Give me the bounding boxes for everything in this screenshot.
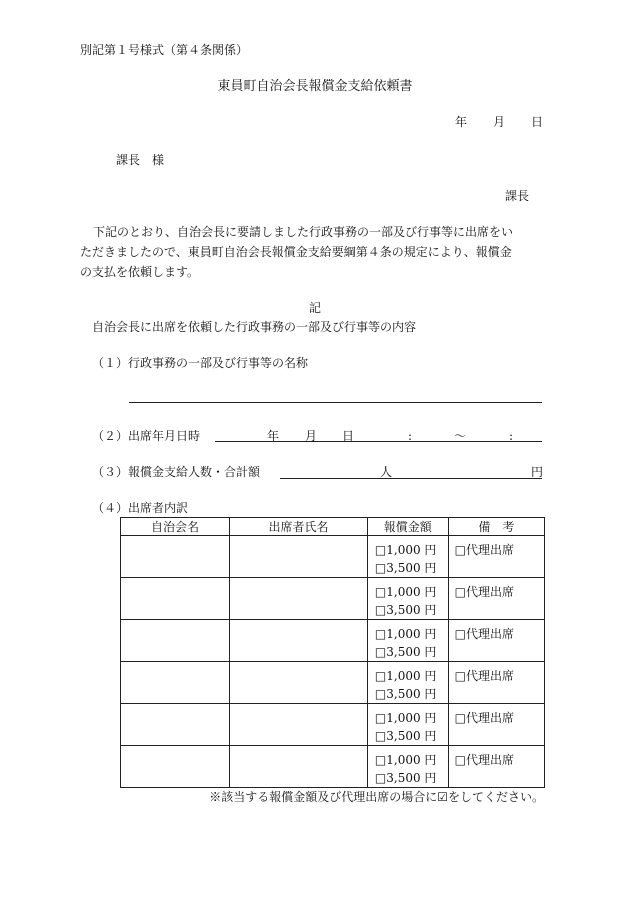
amount-option-1000[interactable]: □1,000 円 — [374, 753, 437, 767]
amount-option-3500[interactable]: □3,500 円 — [374, 729, 437, 743]
header-association: 自治会名 — [121, 518, 230, 536]
date-day-label: 日 — [531, 115, 544, 129]
checkbox-icon[interactable]: □ — [374, 627, 387, 641]
attendee-table — [120, 517, 545, 788]
attendee-name-cell[interactable] — [230, 620, 368, 662]
checkbox-icon[interactable]: □ — [374, 669, 387, 683]
attendee-name-cell[interactable] — [230, 578, 368, 620]
remarks-cell — [448, 578, 544, 620]
date-year-label: 年 — [455, 115, 468, 129]
item2-day: 日 — [342, 429, 355, 443]
checkbox-icon[interactable]: □ — [374, 543, 387, 557]
association-cell[interactable] — [121, 620, 230, 662]
proxy-option[interactable]: □代理出席 — [454, 585, 514, 599]
association-cell[interactable] — [121, 746, 230, 788]
header-attendee-name: 出席者氏名 — [230, 518, 368, 536]
amount-cell — [367, 536, 448, 578]
proxy-option[interactable]: □代理出席 — [454, 753, 514, 767]
amount-option-3500[interactable]: □3,500 円 — [374, 771, 437, 785]
amount-cell — [367, 662, 448, 704]
table-row — [121, 704, 545, 746]
amount-option-1000[interactable]: □1,000 円 — [374, 711, 437, 725]
item2-colon-2: : — [509, 429, 514, 443]
attendee-name-cell[interactable] — [230, 536, 368, 578]
body-line-3: の支払を依頼します。 — [80, 265, 200, 279]
checkbox-icon[interactable]: □ — [454, 711, 466, 725]
table-header-row — [121, 518, 545, 536]
remarks-cell — [448, 662, 544, 704]
item2-tilde: ～ — [454, 429, 467, 443]
checkbox-icon[interactable]: □ — [374, 711, 387, 725]
amount-option-1000[interactable]: □1,000 円 — [374, 669, 437, 683]
amount-option-1000[interactable]: □1,000 円 — [374, 585, 437, 599]
amount-option-1000[interactable]: □1,000 円 — [374, 627, 437, 641]
proxy-option[interactable]: □代理出席 — [454, 669, 514, 683]
checkbox-icon[interactable]: □ — [374, 687, 387, 701]
association-cell[interactable] — [121, 536, 230, 578]
checkbox-icon[interactable]: □ — [454, 627, 466, 641]
date-month-label: 月 — [493, 115, 506, 129]
proxy-option[interactable]: □代理出席 — [454, 543, 514, 557]
amount-cell — [367, 746, 448, 788]
association-cell[interactable] — [121, 662, 230, 704]
checkbox-icon[interactable]: □ — [374, 729, 387, 743]
checked-box-icon: ☑ — [437, 790, 448, 804]
table-row — [121, 536, 545, 578]
form-reference: 別記第１号様式（第４条関係） — [80, 43, 249, 57]
item1-label: （１）行政事務の一部及び行事等の名称 — [92, 356, 309, 370]
checkbox-icon[interactable]: □ — [374, 645, 387, 659]
footnote: ※該当する報償金額及び代理出席の場合に☑をしてください。 — [209, 790, 544, 804]
item3-answer-line[interactable] — [280, 478, 542, 479]
checkbox-icon[interactable]: □ — [454, 753, 466, 767]
item2-label: （２）出席年月日時 — [92, 429, 201, 443]
proxy-option[interactable]: □代理出席 — [454, 711, 514, 725]
association-cell[interactable] — [121, 578, 230, 620]
item3-person-unit: 人 — [380, 465, 393, 479]
table-row — [121, 746, 545, 788]
item2-month: 月 — [305, 429, 318, 443]
table-row — [121, 620, 545, 662]
remarks-cell — [448, 704, 544, 746]
item2-answer-line[interactable] — [215, 441, 542, 442]
amount-option-3500[interactable]: □3,500 円 — [374, 687, 437, 701]
amount-option-3500[interactable]: □3,500 円 — [374, 561, 437, 575]
item3-label: （３）報償金支給人数・合計額 — [92, 465, 261, 479]
table-row — [121, 578, 545, 620]
checkbox-icon[interactable]: □ — [374, 603, 387, 617]
item1-answer-line[interactable] — [129, 402, 542, 403]
ki-heading: 記 — [308, 301, 321, 315]
remarks-cell — [448, 620, 544, 662]
proxy-option[interactable]: □代理出席 — [454, 627, 514, 641]
checkbox-icon[interactable]: □ — [374, 771, 387, 785]
amount-cell — [367, 704, 448, 746]
attendee-name-cell[interactable] — [230, 704, 368, 746]
item2-colon-1: : — [408, 429, 413, 443]
amount-option-1000[interactable]: □1,000 円 — [374, 543, 437, 557]
body-line-2: ただきましたので、東員町自治会長報償金支給要綱第４条の規定により、報償金 — [80, 245, 512, 259]
checkbox-icon[interactable]: □ — [454, 543, 466, 557]
association-cell[interactable] — [121, 704, 230, 746]
amount-option-3500[interactable]: □3,500 円 — [374, 603, 437, 617]
remarks-cell — [448, 746, 544, 788]
checkbox-icon[interactable]: □ — [374, 753, 387, 767]
remarks-cell — [448, 536, 544, 578]
header-remarks: 備 考 — [448, 518, 544, 536]
amount-cell — [367, 578, 448, 620]
checkbox-icon[interactable]: □ — [454, 669, 466, 683]
header-amount: 報償金額 — [367, 518, 448, 536]
attendee-name-cell[interactable] — [230, 746, 368, 788]
checkbox-icon[interactable]: □ — [374, 561, 387, 575]
item3-yen-unit: 円 — [531, 465, 544, 479]
amount-option-3500[interactable]: □3,500 円 — [374, 645, 437, 659]
table-row — [121, 662, 545, 704]
sender: 課長 — [505, 189, 530, 203]
item2-year: 年 — [267, 429, 280, 443]
checkbox-icon[interactable]: □ — [454, 585, 466, 599]
subject-heading: 自治会長に出席を依頼した行政事務の一部及び行事等の内容 — [92, 320, 417, 334]
amount-cell — [367, 620, 448, 662]
addressee: 課長 様 — [116, 153, 165, 167]
attendee-name-cell[interactable] — [230, 662, 368, 704]
page-title: 東員町自治会長報償金支給依頼書 — [217, 79, 413, 94]
body-line-1: 下記のとおり、自治会長に要請しました行政事務の一部及び行事等に出席をい — [93, 225, 514, 239]
item4-label: （４）出席者内訳 — [92, 501, 189, 515]
checkbox-icon[interactable]: □ — [374, 585, 387, 599]
